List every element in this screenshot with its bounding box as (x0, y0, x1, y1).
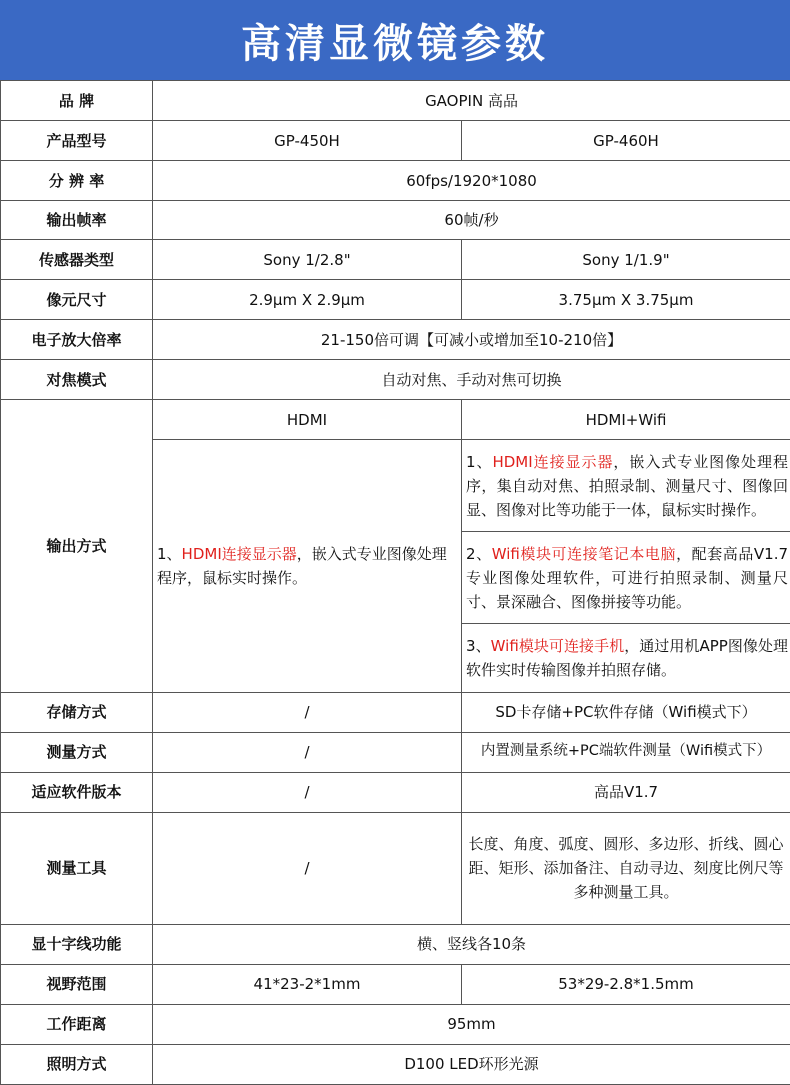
zoom-value: 21-150倍可调【可减小或增加至10-210倍】 (153, 320, 790, 360)
distance-value: 95mm (153, 1004, 790, 1044)
output-a-text: ，嵌入式专业图像处理程序，鼠标实时操作。 (157, 544, 447, 587)
item-prefix: 2、 (466, 544, 492, 563)
row-storage (1, 692, 790, 732)
measure-b: 内置测量系统+PC端软件测量（Wifi模式下） (462, 732, 790, 772)
row-label: 产品型号 (1, 121, 153, 161)
output-b-item-2 (462, 532, 790, 624)
lighting-value: D100 LED环形光源 (153, 1044, 790, 1084)
output-b-item-3 (462, 624, 790, 692)
page-title: 高清显微镜参数 (0, 0, 790, 80)
row-label: 品 牌 (1, 81, 153, 121)
spec-table (0, 80, 790, 1085)
row-brand (1, 81, 790, 121)
item-text: ，嵌入式专业图像处理程序，集自动对焦、拍照录制、测量尺寸、图像回显、图像对比等功能于一体，鼠标实时操作。 (466, 452, 789, 519)
row-tools (1, 812, 790, 924)
row-label: 视野范围 (1, 964, 153, 1004)
crosshair-value: 横、竖线各10条 (153, 924, 790, 964)
item-text: ，配套高品V1.7专业图像处理软件，可进行拍照录制、测量尺寸、景深融合、图像拼接等功能。 (466, 544, 789, 611)
row-zoom (1, 320, 790, 360)
item-prefix: 1、 (466, 452, 493, 471)
row-label: 工作距离 (1, 1004, 153, 1044)
row-fps (1, 201, 790, 240)
fov-a: 41*23-2*1mm (153, 964, 462, 1004)
measure-a: / (153, 732, 462, 772)
row-label: 像元尺寸 (1, 280, 153, 320)
tools-a: / (153, 812, 462, 924)
output-b-item-1 (462, 440, 790, 532)
row-pixel (1, 280, 790, 320)
storage-a: / (153, 692, 462, 732)
output-a-highlight: HDMI连接显示器 (181, 544, 297, 563)
row-label: 分 辨 率 (1, 161, 153, 201)
row-label: 适应软件版本 (1, 772, 153, 812)
item-text: ，通过用机APP图像处理软件实时传输图像并拍照存储。 (466, 636, 789, 679)
row-label: 测量工具 (1, 812, 153, 924)
row-resolution (1, 161, 790, 201)
software-a: / (153, 772, 462, 812)
row-label: 输出帧率 (1, 201, 153, 240)
focus-value: 自动对焦、手动对焦可切换 (153, 360, 790, 400)
row-label: 对焦模式 (1, 360, 153, 400)
output-a-head: HDMI (153, 400, 462, 440)
row-software (1, 772, 790, 812)
row-label: 照明方式 (1, 1044, 153, 1084)
row-lighting (1, 1044, 790, 1084)
item-highlight: Wifi模块可连接笔记本电脑 (491, 544, 677, 563)
item-highlight: Wifi模块可连接手机 (490, 636, 625, 655)
model-b: GP-460H (462, 121, 790, 161)
row-label: 存储方式 (1, 692, 153, 732)
row-label: 传感器类型 (1, 240, 153, 280)
row-label: 测量方式 (1, 732, 153, 772)
item-highlight: HDMI连接显示器 (492, 452, 614, 471)
output-a-prefix: 1、 (157, 544, 182, 563)
row-crosshair (1, 924, 790, 964)
row-fov (1, 964, 790, 1004)
output-b-head: HDMI+Wifi (462, 400, 790, 440)
row-label: 显十字线功能 (1, 924, 153, 964)
row-label: 电子放大倍率 (1, 320, 153, 360)
row-distance (1, 1004, 790, 1044)
row-output-heads (1, 400, 790, 440)
pixel-a: 2.9μm X 2.9μm (153, 280, 462, 320)
resolution-value: 60fps/1920*1080 (153, 161, 790, 201)
storage-b: SD卡存储+PC软件存储（Wifi模式下） (462, 692, 790, 732)
row-model (1, 121, 790, 161)
pixel-b: 3.75μm X 3.75μm (462, 280, 790, 320)
sensor-a: Sony 1/2.8" (153, 240, 462, 280)
row-focus (1, 360, 790, 400)
item-prefix: 3、 (466, 636, 491, 655)
row-label: 输出方式 (1, 400, 153, 692)
row-sensor (1, 240, 790, 280)
model-a: GP-450H (153, 121, 462, 161)
sensor-b: Sony 1/1.9" (462, 240, 790, 280)
brand-value: GAOPIN 高品 (153, 81, 790, 121)
row-measure (1, 732, 790, 772)
tools-b: 长度、角度、弧度、圆形、多边形、折线、圆心距、矩形、添加备注、自动寻边、刻度比例尺等多种测量工具。 (462, 812, 790, 924)
output-a-desc (153, 440, 462, 692)
software-b: 高品V1.7 (462, 772, 790, 812)
fps-value: 60帧/秒 (153, 201, 790, 240)
fov-b: 53*29-2.8*1.5mm (462, 964, 790, 1004)
